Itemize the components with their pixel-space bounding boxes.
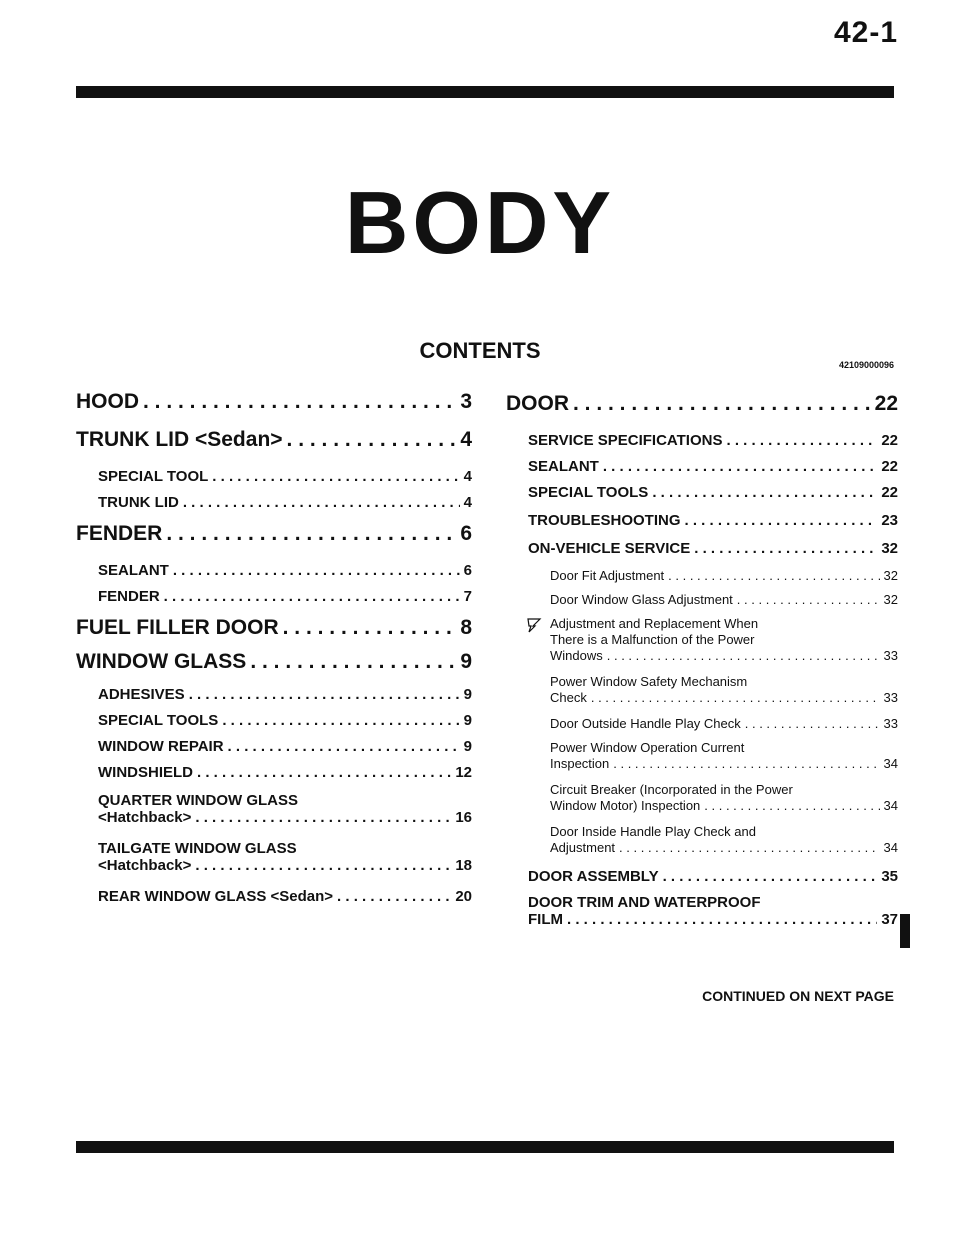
page-title: BODY (344, 173, 616, 272)
toc-entry[interactable]: Door Fit Adjustment . . . 32 (506, 568, 898, 584)
toc-page-number: 9 (463, 738, 472, 755)
toc-entry[interactable]: TROUBLESHOOTING . . . 23 (506, 512, 898, 529)
toc-entry[interactable]: REAR WINDOW GLASS <Sedan> . . . 20 (76, 888, 472, 905)
toc-page-number: 6 (463, 562, 472, 579)
toc-page-number: 35 (881, 868, 898, 885)
toc-page-number: 34 (883, 756, 898, 771)
toc-entry[interactable]: SPECIAL TOOL . . . 4 (76, 468, 472, 485)
toc-page-number: 16 (455, 809, 472, 826)
toc-page-number: 6 (460, 522, 472, 545)
toc-page-number: 4 (463, 494, 472, 511)
toc-entry[interactable]: Power Window Safety Mechanism Check . . . 33 (506, 674, 898, 706)
toc-entry[interactable]: Adjustment and Replacement When There is a Malfunction of the Power Windows . . . 33 (506, 616, 898, 664)
toc-entry[interactable]: ON-VEHICLE SERVICE . . . 32 (506, 540, 898, 557)
toc-page-number: 3 (460, 390, 472, 413)
toc-entry[interactable]: FENDER . . . 7 (76, 588, 472, 605)
toc-page-number: 23 (881, 512, 898, 529)
toc-entry[interactable]: Power Window Operation Current Inspection . . . 34 (506, 740, 898, 772)
toc-entry[interactable]: TRUNK LID <Sedan> . . . 4 (76, 428, 472, 452)
toc-entry[interactable]: DOOR TRIM AND WATERPROOF FILM . . . 37 (506, 894, 898, 928)
toc-page-number: 9 (463, 712, 472, 729)
toc-entry[interactable]: SEALANT . . . 6 (76, 562, 472, 579)
toc-page-number: 33 (883, 648, 898, 663)
bottom-rule (76, 1141, 894, 1153)
toc-page-number: 34 (883, 840, 898, 855)
toc-page-number: 9 (460, 650, 472, 673)
toc-entry[interactable]: Circuit Breaker (Incorporated in the Power Window Motor) Inspection . . . 34 (506, 782, 898, 814)
toc-page-number: 4 (460, 428, 472, 451)
toc-page-number: 33 (883, 690, 898, 705)
toc-page-number: 12 (455, 764, 472, 781)
toc-entry[interactable]: SPECIAL TOOLS . . . 22 (506, 484, 898, 501)
toc-page-number: 37 (881, 911, 898, 928)
document-code: 42109000096 (838, 360, 894, 370)
page-number: 42-1 (833, 16, 898, 49)
toc-page-number: 22 (881, 484, 898, 501)
toc-entry[interactable]: Door Window Glass Adjustment . . . 32 (506, 592, 898, 608)
toc-entry[interactable]: SERVICE SPECIFICATIONS . . . 22 (506, 432, 898, 449)
toc-entry[interactable]: TRUNK LID . . . 4 (76, 494, 472, 511)
contents-heading: CONTENTS (419, 338, 541, 363)
toc-page-number: 22 (881, 458, 898, 475)
toc-entry[interactable]: HOOD . . . 3 (76, 390, 472, 414)
toc-entry[interactable]: Door Outside Handle Play Check . . . 33 (506, 716, 898, 732)
toc-entry[interactable]: ADHESIVES . . . 9 (76, 686, 472, 703)
toc-entry[interactable]: SPECIAL TOOLS . . . 9 (76, 712, 472, 729)
toc-page-number: 32 (883, 592, 898, 607)
toc-page-number: 34 (883, 798, 898, 813)
toc-entry[interactable]: Door Inside Handle Play Check and Adjustment . . . 34 (506, 824, 898, 856)
info-icon (526, 617, 542, 633)
toc-entry[interactable]: FENDER . . . 6 (76, 522, 472, 546)
toc-entry[interactable]: DOOR . . . 22 (506, 392, 898, 416)
continued-note: CONTINUED ON NEXT PAGE (702, 988, 894, 1004)
toc-entry[interactable]: SEALANT . . . 22 (506, 458, 898, 475)
toc-page-number: 20 (455, 888, 472, 905)
toc-entry[interactable]: WINDOW REPAIR . . . 9 (76, 738, 472, 755)
toc-page-number: 7 (463, 588, 472, 605)
toc-entry[interactable]: FUEL FILLER DOOR . . . 8 (76, 616, 472, 640)
toc-page-number: 32 (883, 568, 898, 583)
section-tab-marker (900, 914, 910, 948)
toc-page-number: 9 (463, 686, 472, 703)
toc-entry[interactable]: WINDOW GLASS . . . 9 (76, 650, 472, 674)
toc-entry[interactable]: WINDSHIELD . . . 12 (76, 764, 472, 781)
toc-entry[interactable]: TAILGATE WINDOW GLASS <Hatchback> . . . 18 (76, 840, 472, 874)
toc-entry[interactable]: QUARTER WINDOW GLASS <Hatchback> . . . 16 (76, 792, 472, 826)
top-rule (76, 86, 894, 98)
toc-page-number: 4 (463, 468, 472, 485)
toc-page-number: 32 (881, 540, 898, 557)
toc-page-number: 33 (883, 716, 898, 731)
toc-page-number: 22 (874, 392, 898, 415)
toc-page-number: 8 (460, 616, 472, 639)
toc-page-number: 18 (455, 857, 472, 874)
toc-page-number: 22 (881, 432, 898, 449)
toc-entry[interactable]: DOOR ASSEMBLY . . . 35 (506, 868, 898, 885)
